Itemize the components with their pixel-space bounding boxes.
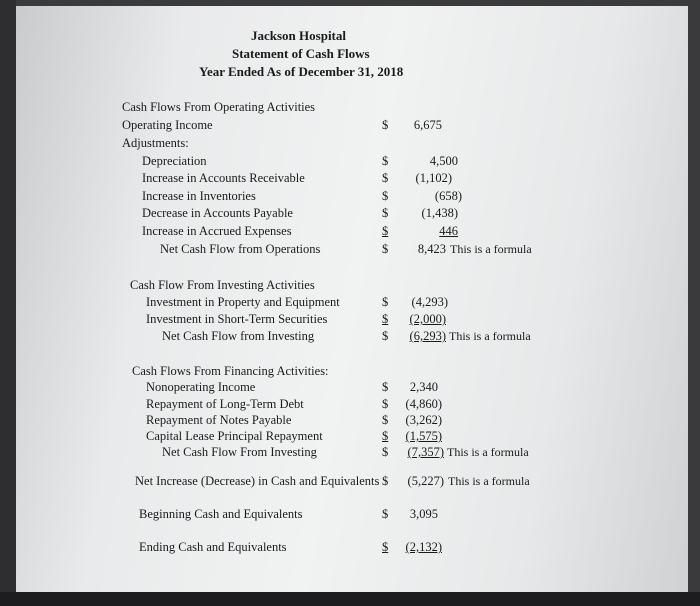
long-term-debt-value: (4,860) (405, 397, 442, 411)
monitor-bezel-right (688, 0, 700, 606)
accounts-payable-label: Decrease in Accounts Payable (142, 206, 293, 220)
net-financing-value: (7,357) (407, 445, 444, 459)
company-title: Jackson Hospital (251, 28, 346, 43)
adjustments-label: Adjustments: (122, 136, 189, 150)
short-term-securities-label: Investment in Short-Term Securities (146, 312, 328, 326)
property-equipment-dollar: $ (382, 295, 389, 309)
net-investing-label: Net Cash Flow from Investing (162, 329, 315, 343)
net-operations-dollar: $ (382, 242, 389, 256)
net-investing-dollar: $ (382, 329, 389, 343)
operating-income-label: Operating Income (122, 118, 213, 132)
operating-section-title: Cash Flows From Operating Activities (122, 100, 316, 114)
statement-sheet (16, 6, 688, 592)
net-change-label: Net Increase (Decrease) in Cash and Equivalents (135, 474, 380, 488)
net-operations-value: 8,423 (417, 242, 446, 256)
notes-payable-label: Repayment of Notes Payable (146, 413, 292, 427)
net-operations-note: This is a formula (450, 242, 532, 256)
inventories-label: Increase in Inventories (142, 189, 256, 203)
financing-section-title: Cash Flows From Financing Activities: (132, 364, 329, 378)
operating-income-dollar: $ (382, 118, 389, 132)
net-operations-label: Net Cash Flow from Operations (160, 242, 321, 256)
long-term-debt-label: Repayment of Long-Term Debt (146, 397, 304, 411)
notes-payable-dollar: $ (382, 413, 389, 427)
net-change-dollar: $ (382, 474, 389, 488)
accrued-expenses-value: 446 (439, 224, 458, 238)
net-change-value: (5,227) (407, 474, 444, 488)
depreciation-dollar: $ (382, 154, 389, 168)
net-financing-dollar: $ (382, 445, 389, 459)
notes-payable-value: (3,262) (405, 413, 442, 427)
short-term-securities-value: (2,000) (409, 312, 446, 326)
investing-section-title: Cash Flow From Investing Activities (130, 278, 315, 292)
operating-income-value: 6,675 (413, 118, 442, 132)
capital-lease-value: (1,575) (405, 429, 442, 443)
monitor-bezel-left (0, 0, 16, 606)
period-title: Year Ended As of December 31, 2018 (199, 64, 404, 79)
accounts-receivable-label: Increase in Accounts Receivable (142, 171, 305, 185)
beginning-cash-dollar: $ (382, 507, 389, 521)
accounts-payable-dollar: $ (382, 206, 389, 220)
ending-cash-label: Ending Cash and Equivalents (139, 540, 287, 554)
accrued-expenses-dollar: $ (382, 224, 389, 238)
beginning-cash-value: 3,095 (409, 507, 438, 521)
ending-cash-dollar: $ (382, 540, 389, 554)
nonoperating-income-dollar: $ (382, 380, 389, 394)
accrued-expenses-label: Increase in Accrued Expenses (142, 224, 292, 238)
depreciation-label: Depreciation (142, 154, 207, 168)
inventories-dollar: $ (382, 189, 389, 203)
nonoperating-income-value: 2,340 (409, 380, 438, 394)
accounts-receivable-dollar: $ (382, 171, 389, 185)
beginning-cash-label: Beginning Cash and Equivalents (139, 507, 303, 521)
monitor-bezel-bottom (0, 592, 700, 606)
nonoperating-income-label: Nonoperating Income (146, 380, 256, 394)
accounts-payable-value: (1,438) (421, 206, 458, 220)
depreciation-value: 4,500 (429, 154, 458, 168)
property-equipment-value: (4,293) (411, 295, 448, 309)
net-financing-note: This is a formula (447, 445, 529, 459)
net-investing-note: This is a formula (449, 329, 531, 343)
ending-cash-value: (2,132) (405, 540, 442, 554)
accounts-receivable-value: (1,102) (415, 171, 452, 185)
short-term-securities-dollar: $ (382, 312, 389, 326)
capital-lease-label: Capital Lease Principal Repayment (146, 429, 323, 443)
capital-lease-dollar: $ (382, 429, 389, 443)
net-change-note: This is a formula (448, 474, 530, 488)
net-financing-label: Net Cash Flow From Investing (162, 445, 317, 459)
long-term-debt-dollar: $ (382, 397, 389, 411)
statement-title: Statement of Cash Flows (232, 46, 370, 61)
inventories-value: (658) (434, 189, 462, 203)
net-investing-value: (6,293) (409, 329, 446, 343)
property-equipment-label: Investment in Property and Equipment (146, 295, 340, 309)
